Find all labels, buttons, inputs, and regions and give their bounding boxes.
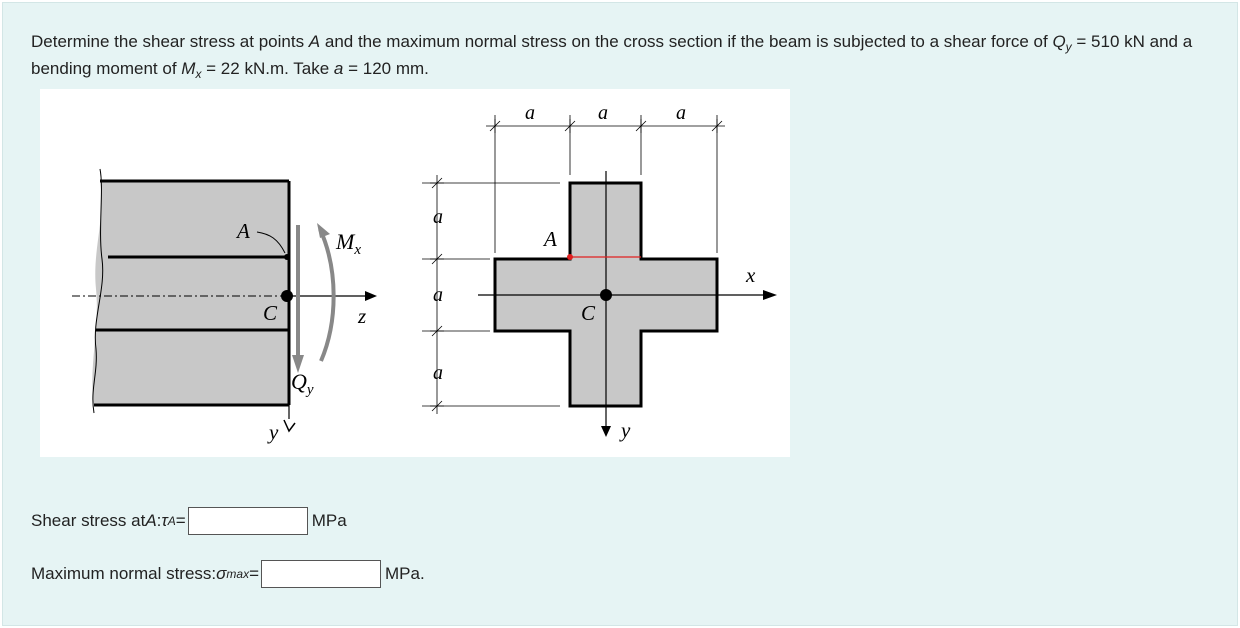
section-point-a-label: A xyxy=(544,227,557,251)
section-x-axis-label: x xyxy=(746,263,756,287)
shear-stress-input[interactable] xyxy=(188,507,308,535)
beam-side-view xyxy=(72,169,377,444)
normal-stress-input[interactable] xyxy=(261,560,381,588)
z-axis-label: z xyxy=(358,304,367,328)
beam-point-a-label: A xyxy=(237,219,250,243)
moment-label: $M_x$ xyxy=(336,229,361,258)
z-axis-arrow xyxy=(365,291,377,301)
question-panel xyxy=(2,2,1238,626)
dim-label-left-2: a xyxy=(433,284,443,306)
section-y-axis-label: y xyxy=(621,418,631,442)
moment-arrowhead xyxy=(317,223,330,238)
sigma-symbol: σ xyxy=(216,564,227,583)
question-text: Determine the shear stress at points A and the maximum normal stress on the cross section if the beam is subjected to a shear force of $Q_y = 510$ kN and a bending moment of $M_x = 22$ kN.m. Take a = 120 mm. xyxy=(31,32,1193,81)
beam-centroid xyxy=(281,290,293,302)
shear-stress-unit: MPa xyxy=(311,511,347,530)
shear-label: $Q_y$ xyxy=(291,369,314,398)
beam-body xyxy=(92,181,289,405)
cross-section xyxy=(422,102,777,442)
beam-point-a xyxy=(284,254,290,260)
dim-label-left-1: a xyxy=(433,206,443,228)
dim-label-top-1: a xyxy=(525,102,535,124)
normal-stress-row: Maximum normal stress: σ max = MPa. xyxy=(31,558,425,590)
section-centroid xyxy=(600,289,612,301)
normal-stress-unit: MPa. xyxy=(385,564,425,583)
moment-arc xyxy=(320,229,334,361)
beam-y-axis-label: y xyxy=(269,420,279,444)
beam-centroid-label: C xyxy=(263,301,278,325)
beam-figure xyxy=(40,89,790,457)
section-y-arrow xyxy=(601,426,611,437)
dim-label-top-2: a xyxy=(598,102,608,124)
shear-stress-row: Shear stress at A : τ A = MPa xyxy=(31,505,347,537)
y-axis-arrow xyxy=(284,420,295,431)
tau-symbol: τ xyxy=(161,511,168,530)
shear-stress-prefix: Shear stress at xyxy=(31,511,146,530)
dim-label-top-3: a xyxy=(676,102,686,124)
section-point-a xyxy=(567,254,573,260)
normal-stress-prefix: Maximum normal stress: xyxy=(31,564,217,583)
section-centroid-label: C xyxy=(581,301,596,325)
section-x-arrow xyxy=(763,290,777,300)
shear-stress-point: A xyxy=(145,511,157,530)
dim-label-left-3: a xyxy=(433,362,443,384)
